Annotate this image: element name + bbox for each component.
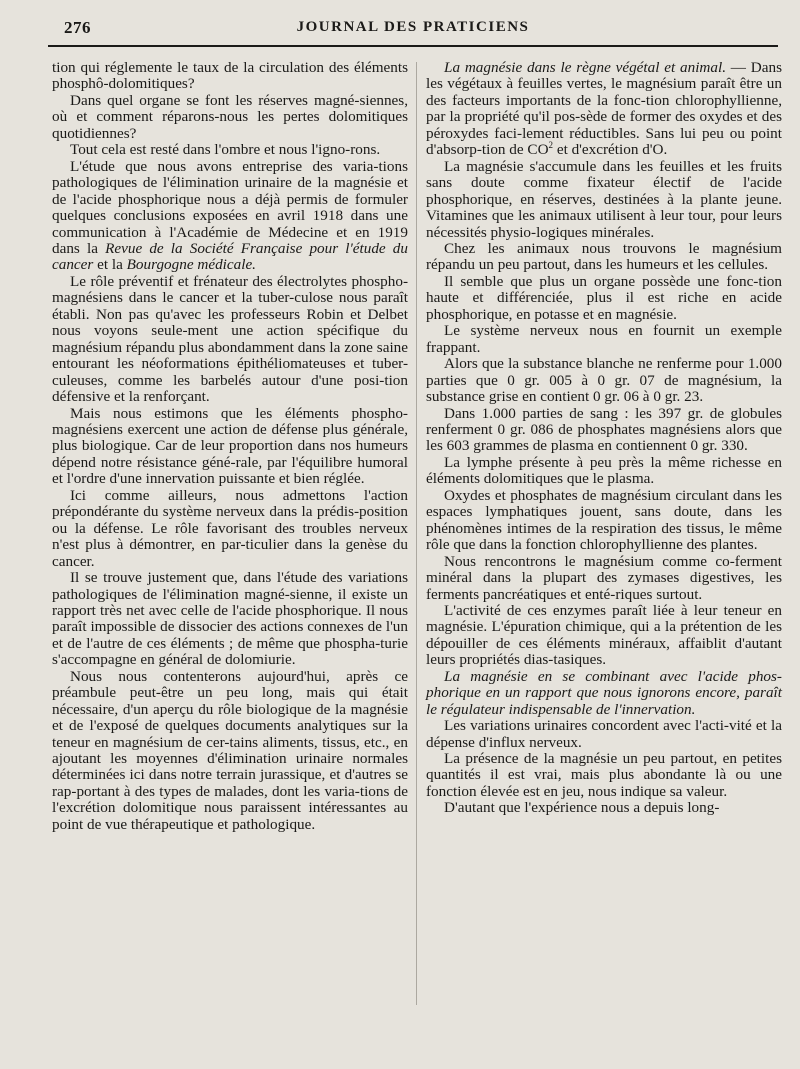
paragraph-text: — Dans les végétaux à feuilles vertes, le magnésium paraît être un des facteurs importants de la fonc-tion chlorophyllienne, par la propriété qu'il pos-sède de former des oxydes et des péroxydes faci-lement réductibles. Sans lui peu ou point d'absorp-tion de CO [426,59,782,159]
paragraph [426,669,782,718]
page-number: 276 [64,18,91,37]
paragraph: Mais nous estimons que les éléments phospho-magnésiens exercent une action de défense plus générale, plus biologique. Car de leur proportion dans nos humeurs dépend notre résistance géné-rale, par l'équilibre humoral et l'ordre d'une innervation puissante et bien réglée. [52,404,408,488]
header-rule [48,45,778,47]
paragraph: Nous nous contenterons aujourd'hui, après ce préambule peut-être un peu long, mais qui était nécessaire, d'un aperçu du rôle biologique de la magnésie et de l'exposé de quelques documents analytiques sur la teneur en magnésium de cer-tains aliments, tissus, etc., en ajoutant les moyennes d'élimination urinaire normales déterminées ici dans notre terrain jurassique, et d'autres se rap-portant à des types de malades, dont les varia-tions de l'excrétion dolomitique nous paraissent intéressantes au point de vue thérapeutique et pathologique. [52,667,408,833]
paragraph: L'activité de ces enzymes paraît liée à leur teneur en magnésie. L'épuration chimique, qui a la prétention de les dépouiller de ces éléments minéraux, affaiblit d'autant leurs propriétés dias-tasiques. [426,601,782,669]
paragraph: La magnésie s'accumule dans les feuilles et les fruits sans doute comme fixateur électif de l'acide phosphorique, en réserves, destinées à la plante jeune. Vitamines que les animaux utilisent à leur tour, pour leurs nécessités physio-logiques minérales. [426,157,782,241]
paragraph: La lymphe présente à peu près la même richesse en éléments dolomitiques que le plasma. [426,453,782,488]
paragraph: Dans quel organe se font les réserves magné-siennes, où et comment réparons-nous les pertes dolomitiques quotidiennes? [52,91,408,142]
journal-reference: Bourgogne médicale. [126,256,256,274]
paragraph: Il se trouve justement que, dans l'étude des variations pathologiques de l'élimination magné-sienne, il existe un rapport très net avec celle de l'acide phosphorique. Il nous paraît impossible de dissocier des actions connexes de l'un et de l'autre de ces éléments ; de même que phospha-turie s'accompagne en général de dolomiurie. [52,569,408,669]
column-divider [416,62,417,1005]
page-header [48,16,778,42]
paragraph [426,60,782,159]
paragraph: La présence de la magnésie un peu partout, en petites quantités il est vrai, mais plus abondante là ou une fonction élevée est en jeu, nous indique sa valeur. [426,750,782,800]
paragraph: Dans 1.000 parties de sang : les 397 gr. de globules renferment 0 gr. 086 de phosphates magnésiens alors que les 603 grammes de plasma en contiennent 0 gr. 330. [426,404,782,455]
journal-reference: Revue de la Société Française pour l'étude du cancer [52,239,408,274]
journal-title: JOURNAL DES PRATICIENS [296,19,530,35]
left-column [52,60,408,1009]
paragraph: Alors que la substance blanche ne renferme pour 1.000 parties que 0 gr. 005 à 0 gr. 07 de magnésium, la substance grise en contient 0 gr. 06 à 0 gr. 23. [426,355,782,406]
paragraph: Le système nerveux nous en fournit un exemple frappant. [426,322,782,356]
paragraph-text: et d'excrétion d'O. [553,141,668,159]
paragraph: Ici comme ailleurs, nous admettons l'action prépondérante du système nerveux dans la prédis-position ou la défense. Le rôle favorisant des troubles nerveux n'est plus à démontrer, en par-ticulier dans la genèse du cancer. [52,486,408,570]
paragraph: Nous rencontrons le magnésium comme co-ferment minéral dans la plupart des zymases digestives, les ferments pancréatiques et enté-riques surtout. [426,552,782,603]
paragraph: Il semble que plus un organe possède une fonc-tion haute et différenciée, plus il est riche en acide phosphorique, en potasse et en magnésie. [426,272,782,323]
paragraph: D'autant que l'expérience nous a depuis long- [444,799,720,817]
right-column [426,60,782,1009]
paragraph: Le rôle préventif et frénateur des électrolytes phospho-magnésiens dans le cancer et la tuber-culose nous paraît établi. Non pas qu'avec les professeurs Robin et Delbet nous voyons seule-ment une action spécifique du magnésium répandu plus abondamment dans la zone saine entourant les néoformations épithéliomateuses et tuber-culeuses, comme les barbelés autour d'une posi-tion défensive et la renforçant. [52,272,408,406]
paragraph [52,159,408,274]
paragraph-text: et la [93,256,127,274]
paragraph: Oxydes et phosphates de magnésium circulant dans les espaces lymphatiques jouent, sans doute, dans les phénomènes intimes de la respiration des tissus, le même rôle que dans la fonction chlorophyllienne des plantes. [426,486,782,554]
paragraph-text: L'étude que nous avons entreprise des varia-tions pathologiques de l'élimination urinaire de la magnésie et de l'acide phosphorique nous a déjà permis de formuler quelques conclusions exposées en avril 1918 dans une communication à l'Académie de Médecine et en 1919 dans la [52,157,408,257]
italic-statement: La magnésie en se combinant avec l'acide phos-phorique en un rapport que nous ignorons encore, paraît le régulateur indispensable de l'innervation. [426,667,782,718]
paragraph: Tout cela est resté dans l'ombre et nous l'igno-rons. [70,141,381,159]
superscript: 2 [548,140,554,151]
paragraph: tion qui réglemente le taux de la circulation des éléments phosphô-dolomitiques? [52,59,408,93]
paragraph: Les variations urinaires concordent avec l'acti-vité et la dépense d'influx nerveux. [426,717,782,751]
paragraph: Chez les animaux nous trouvons le magnésium répandu un peu partout, dans les humeurs et les cellules. [426,239,782,274]
section-heading: La magnésie dans le règne végétal et animal. [444,59,726,76]
